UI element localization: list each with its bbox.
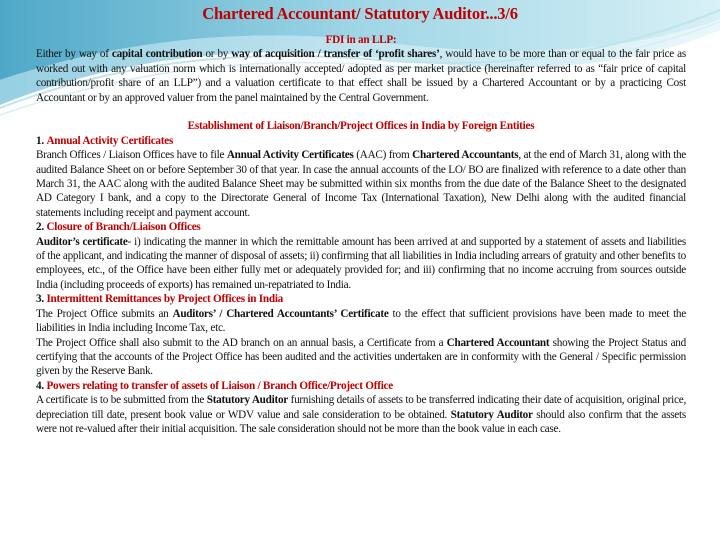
bold-text: Chartered Accountant [446, 336, 550, 349]
section-paragraph [36, 148, 686, 220]
section-paragraph [36, 235, 686, 293]
section-number: 1. [36, 134, 44, 147]
spacer [36, 105, 686, 119]
sections [36, 134, 686, 437]
section-title: Powers relating to transfer of assets of Liaison / Branch Office/Project Office [46, 379, 393, 392]
bold-text: Statutory Auditor [450, 408, 533, 421]
text-segment: , at the end of March 31, along with the audited Balance Sheet on or before September 30 of that year. In case the annual accounts of the LO/ BO are finalized with reference to a date other than March 31, the AAC along with the audited Balance Sheet may be submitted within six months from the due date of the Balance Sheet to the designated AD Category I bank, and a copy to the Directorate General of Income Tax (International Taxation), New Delhi along with the audited financial statements including receipt and payment account. [36, 149, 687, 219]
text-segment: (AAC) from [353, 149, 413, 162]
bold-text: Chartered Accountants [412, 149, 519, 162]
section-paragraph [36, 336, 686, 379]
fdi-heading: FDI in an LLP: [325, 34, 397, 46]
text-segment: Either by way of [36, 48, 112, 61]
bold-text: Statutory Auditor [206, 394, 288, 407]
section-title: Closure of Branch/Liaison Offices [46, 221, 201, 234]
text-segment: The Project Office shall also submit to the AD branch on an annual basis, a Certificate from a [36, 336, 447, 349]
bold-text: Auditor’s certificate [36, 235, 128, 248]
text-segment: showing the Project Status and certifying that the accounts of the Project Office has been audited and the activities undertaken are in conformity with the General / Specific permission given by the Reserve Bank. [36, 336, 686, 378]
slide-content [36, 33, 686, 436]
bold-text: Annual Activity Certificates [226, 149, 354, 162]
fdi-paragraph [36, 47, 686, 105]
text-segment: to the effect that sufficient provisions have been made to meet the liabilities in India including Income Tax, etc. [36, 307, 686, 335]
text-segment: , would have to be more than or equal to the fair price as worked out with any valuation norm which is internationally accepted/ adopted as per market practice (hereinafter referred to as “fair price of capital contribution/profit share of an LLP”) and a valuation certificate to that effect shall be issued by a Chartered Accountant or by a practicing Cost Accountant or by an approved valuer from the panel maintained by the Central Government. [36, 48, 686, 104]
section-heading [36, 292, 686, 306]
section-heading [36, 379, 686, 393]
text-segment: furnishing details of assets to be transferred indicating their date of acquisition, original price, depreciation till date, present book value or WDV value and sale consideration to be obtained. [36, 394, 686, 421]
section-number: 3. [36, 293, 44, 306]
text-segment: - i) indicating the manner in which the remittable amount has been arrived at and supported by a statement of assets and liabilities of the applicant, and indicating the manner of disposal of assets; ii) confirming that all liabilities in India including arrears of gratuity and other benefits to employees, etc., of the Office have been either fully met or adequately provided for; and iii) confirming that no income accruing from sources outside India (including proceeds of exports) has remained un-repatriated to India. [36, 235, 686, 291]
section-heading [36, 134, 686, 148]
text-segment: A certificate is to be submitted from the [36, 394, 207, 407]
section-number: 4. [36, 379, 44, 392]
bold-text: way of acquisition / transfer of ‘profit shares’ [231, 48, 440, 61]
bold-text: Auditors’ / Chartered Accountants’ Certificate [172, 307, 389, 320]
section-heading [36, 220, 686, 234]
section-title: Intermittent Remittances by Project Offices in India [46, 293, 284, 306]
text-segment: The Project Office submits an [36, 307, 173, 320]
section-paragraph [36, 393, 686, 436]
text-segment: should also confirm that the assets were not re-valued after their initial acquisition. The sale consideration should not be more than the book value in each case. [36, 408, 686, 435]
establishment-heading: Establishment of Liaison/Branch/Project Offices in India by Foreign Entities [187, 120, 535, 133]
slide-title: Chartered Accountant/ Statutory Auditor...3/6 [202, 4, 518, 23]
section-paragraph [36, 307, 686, 336]
section-number: 2. [36, 221, 44, 234]
text-segment: or by [202, 48, 232, 61]
section-title: Annual Activity Certificates [46, 134, 174, 147]
text-segment: Branch Offices / Liaison Offices have to file [36, 149, 227, 162]
bold-text: capital contribution [111, 48, 203, 61]
